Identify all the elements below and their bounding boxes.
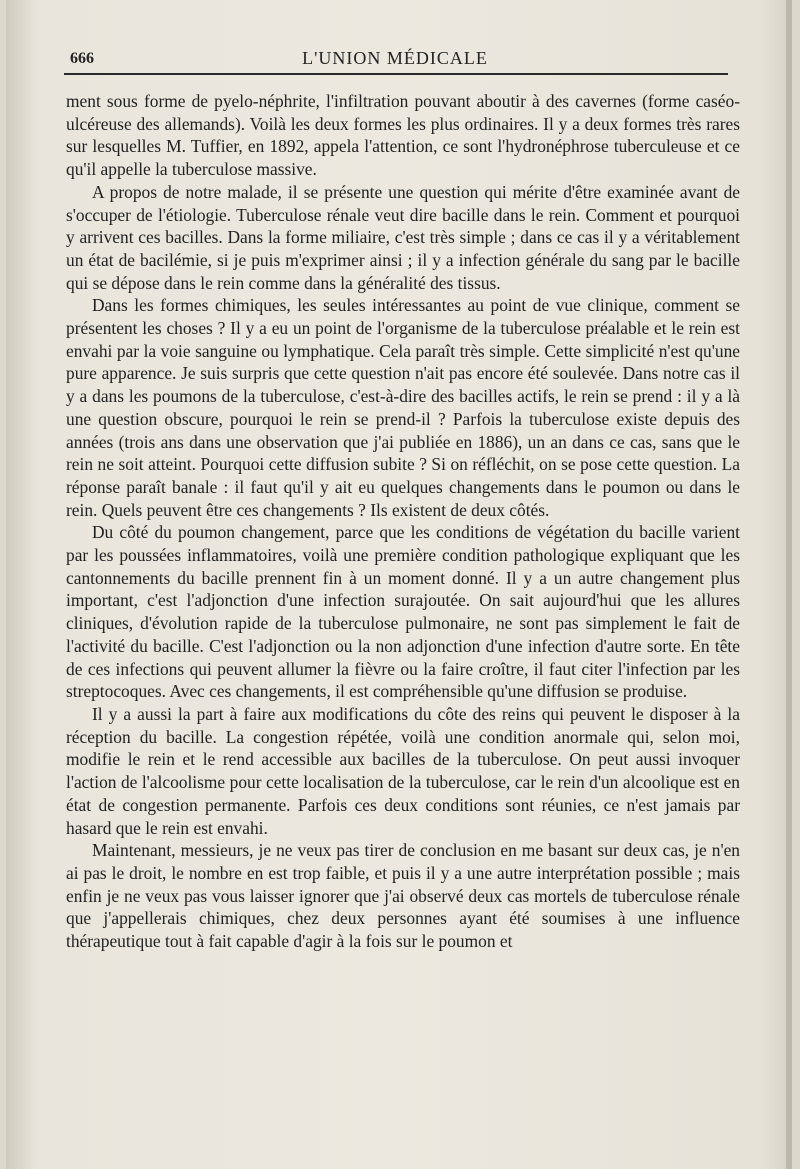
body-text [66, 90, 740, 953]
paragraph: ment sous forme de pyelo-néphrite, l'infiltration pouvant aboutir à des cavernes (forme caséo-ulcéreuse des allemands). Voilà les deux formes les plus ordinaires. Il y a deux formes très rares sur lesquelles M. Tuffier, en 1892, appela l'attention, ce sont l'hydronéphrose tuberculeuse et ce qu'il appelle la tuberculose massive. [66, 91, 740, 180]
paragraph: Il y a aussi la part à faire aux modifications du côte des reins qui peuvent le disposer à la réception du bacille. La congestion répétée, voilà une condition anormale qui, selon moi, modifie le rein et le rend accessible aux bacilles de la tuberculose. On peut aussi invoquer l'action de l'alcoolisme pour cette localisation de la tuberculose, car le rein d'un alcoolique est en état de congestion permanente. Parfois ces deux conditions sont réunies, ce n'est jamais par hasard que le rein est envahi. [66, 703, 740, 838]
paragraph: Du côté du poumon changement, parce que les conditions de végétation du bacille varient par les poussées inflammatoires, voilà une première condition pathologique expliquant que les cantonnements du bacille prennent fin à un moment donné. Il y a un autre changement plus important, c'est l'adjonction d'une infection surajoutée. On sait aujourd'hui que les allures cliniques, d'évolution rapide de la tuberculose pulmonaire, ne sont pas simplement le fait de l'activité du bacille. C'est l'adjonction ou la non adjonction d'une infection d'autre sorte. En tête de ces infections qui peuvent allumer la fièvre ou la faire croître, il faut citer l'infection par les streptocoques. Avec ces changements, il est compréhensible qu'une diffusion se produise. [66, 522, 740, 702]
header-rule [64, 73, 728, 75]
page-binding-edge [786, 0, 792, 1169]
page-number: 666 [70, 50, 94, 67]
paragraph: Dans les formes chimiques, les seules intéressantes au point de vue clinique, comment se présentent les choses ? Il y a eu un point de l'organisme de la tuberculose préalable et le rein est envahi par la voie sanguine ou lymphatique. Cela paraît très simple. Cette simplicité n'est qu'une pure apparence. Je suis surpris que cette question n'ait pas encore été soulevée. Dans notre cas il y a dans les poumons de la tuberculose, c'est-à-dire des bacilles actifs, le rein se prend : il y a là une question obscure, pourquoi le rein se prend-il ? Parfois la tuberculose existe depuis des années (trois ans dans une observation que j'ai publiée en 1886), un an dans ce cas, sans que le rein ne soit atteint. Pourquoi cette diffusion subite ? Si on réfléchit, on se pose cette question. La réponse paraît banale : il faut qu'il y ait eu quelques changements dans le poumon ou dans le rein. Quels peuvent être ces changements ? Ils existent de deux côtés. [66, 295, 740, 520]
paragraph: Maintenant, messieurs, je ne veux pas tirer de conclusion en me basant sur deux cas, je n'en ai pas le droit, le nombre en est trop faible, et puis il y a une autre interprétation possible ; mais enfin je ne veux pas vous laisser ignorer que j'ai observé deux cas mortels de tuberculose rénale que j'appellerais chimiques, chez deux personnes ayant été soumises à une influence thérapeutique tout à fait capable d'agir à la fois sur le poumon et [66, 840, 740, 952]
running-title: L'UNION MÉDICALE [302, 48, 488, 68]
book-page [6, 0, 792, 1169]
page-header [64, 46, 726, 74]
paragraph: A propos de notre malade, il se présente une question qui mérite d'être examinée avant de s'occuper de l'étiologie. Tuberculose rénale veut dire bacille dans le rein. Comment et pourquoi y arrivent ces bacilles. Dans la forme miliaire, c'est très simple ; dans ce cas il y a véritablement un état de bacilémie, si je puis m'exprimer ainsi ; il y a infection générale du sang par le bacille qui se dépose dans le rein comme dans la généralité des tissus. [66, 181, 740, 293]
